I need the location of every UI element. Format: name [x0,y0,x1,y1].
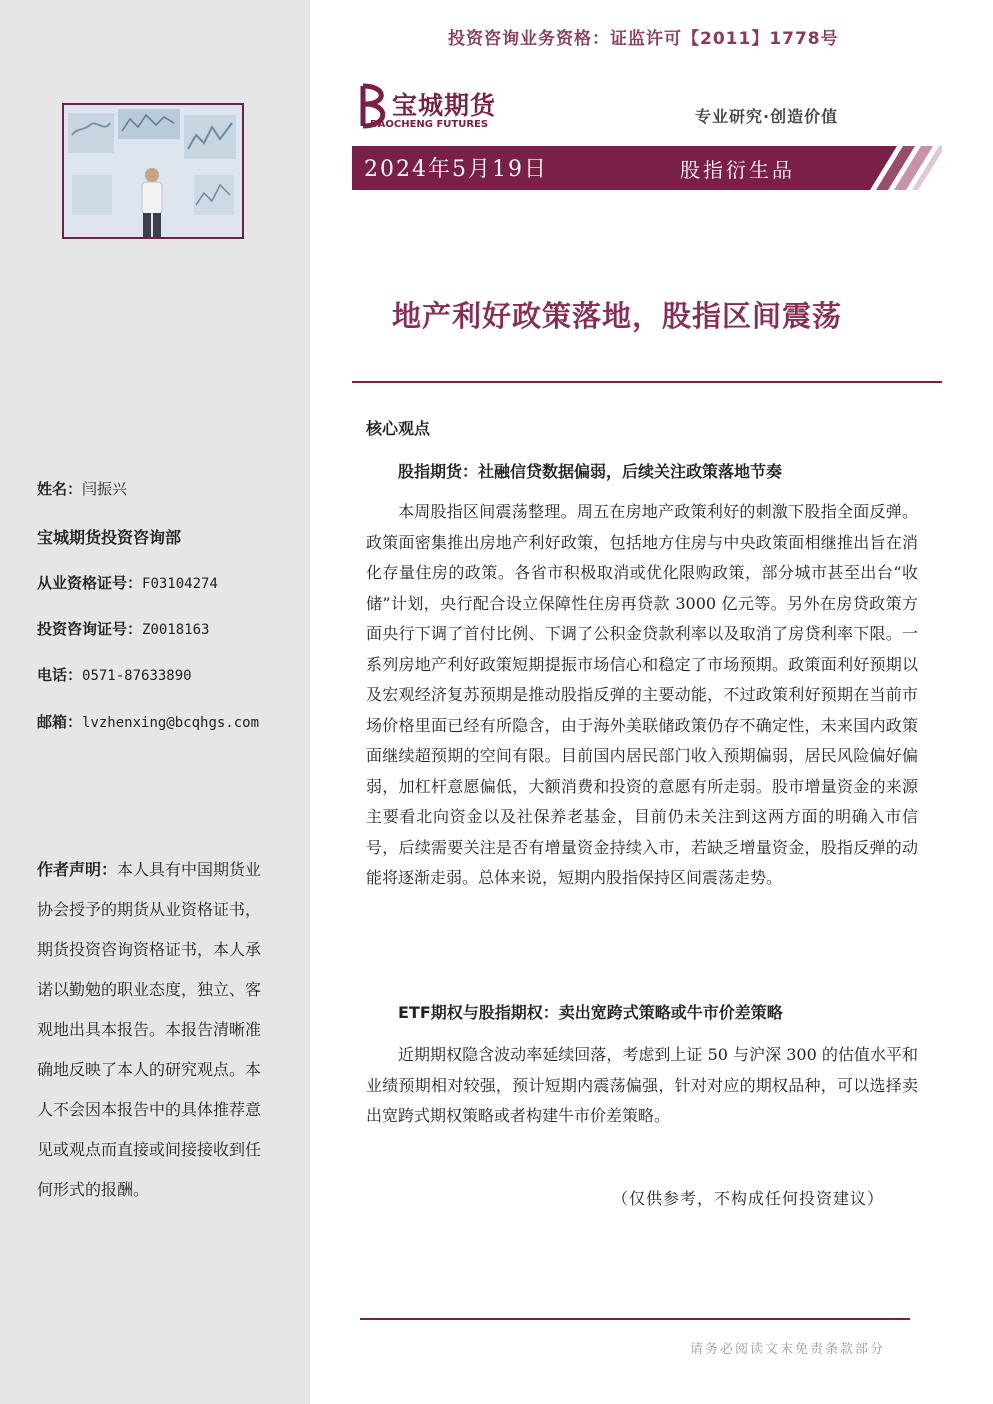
statement-label: 作者声明： [37,860,118,879]
section1-heading: 股指期货：社融信贷数据偏弱，后续关注政策落地节奏 [398,462,783,481]
footer-divider [360,1318,910,1320]
cover-photo [62,103,244,239]
sidebar [0,0,310,1404]
logo-name: 宝城期货 [392,91,497,120]
license-line: 投资咨询业务资格：证监许可【2011】1778号 [448,29,839,49]
author-field [37,478,127,499]
author-name: 闫振兴 [82,480,128,498]
report-title: 地产利好政策落地，股指区间震荡 [392,299,843,333]
logo-english: BAOCHENG FUTURES [370,119,489,130]
slogan: 专业研究·创造价值 [695,107,839,126]
phone-number: 0571-87633890 [82,668,192,684]
analyst-image [64,105,242,237]
consult-label: 投资咨询证号： [37,620,143,638]
author-statement [37,850,273,1210]
core-view-heading: 核心观点 [366,419,431,438]
phone-field [37,664,192,685]
section2-heading: ETF期权与股指期权：卖出宽跨式策略或牛市价差策略 [398,1003,783,1022]
report-date: 2024年5月19日 [364,157,548,182]
email-field [37,711,259,732]
section1-body: 本周股指区间震荡整理。周五在房地产政策利好的刺激下股指全面反弹。政策面密集推出房地产利好政策，包括地方住房与中央政策面相继推出旨在消化存量住房的政策。各省市积极取消或优化限购政策，部分城市甚至出台“收储”计划，央行配合设立保障性住房再贷款 3000 亿元等。另外在房贷政策方面央行下调了首付比例、下调了公积金贷款利率以及取消了房贷利率下限。一系列房地产利好政策短期提振市场信心和稳定了市场预期。政策面利好预期以及宏观经济复苏预期是推动股指反弹的主要动能，不过政策利好预期在当前市场价格里面已经有所隐含，由于海外美联储政策仍存不确定性，未来国内政策面继续超预期的空间有限。目前国内居民部门收入预期偏弱，居民风险偏好偏弱，加杠杆意愿偏低，大额消费和投资的意愿有所走弱。股市增量资金的来源主要看北向资金以及社保养老基金，目前仍未关注到这两方面的明确入市信号，后续需要关注是否有增量资金持续入市，若缺乏增量资金，股指反弹的动能将逐渐走弱。总体来说，短期内股指保持区间震荡走势。 [366,502,918,887]
qualification-field [37,572,218,593]
section2-body: 近期期权隐含波动率延续回落，考虑到上证 50 与沪深 300 的估值水平和业绩预期相对较强，预计短期内震荡偏强，针对对应的期权品种，可以选择卖出宽跨式期权策略或者构建牛市价差策略。 [366,1045,918,1125]
department: 宝城期货投资咨询部 [37,528,182,547]
title-divider [352,381,942,383]
consult-number: Z0018163 [142,622,210,638]
disclaimer-note: （仅供参考，不构成任何投资建议） [612,1189,885,1208]
author-label: 姓名： [37,480,83,498]
email-label: 邮箱： [37,713,83,731]
qualification-number: F03104274 [142,576,218,592]
report-category: 股指衍生品 [680,158,795,182]
email-address[interactable]: lvzhenxing@bcqhgs.com [82,715,260,731]
phone-label: 电话： [37,666,83,684]
consult-field [37,618,209,639]
qualification-label: 从业资格证号： [37,574,143,592]
footer-text: 请务必阅读文末免责条款部分 [690,1342,886,1357]
statement-text: 本人具有中国期货业协会授予的期货从业资格证书，期货投资咨询资格证书，本人承诺以勤勉的职业态度，独立、客观地出具本报告。本报告清晰准确地反映了本人的研究观点。本人不会因本报告中的具体推荐意见或观点而直接或间接接收到任何形式的报酬。 [37,860,262,1199]
